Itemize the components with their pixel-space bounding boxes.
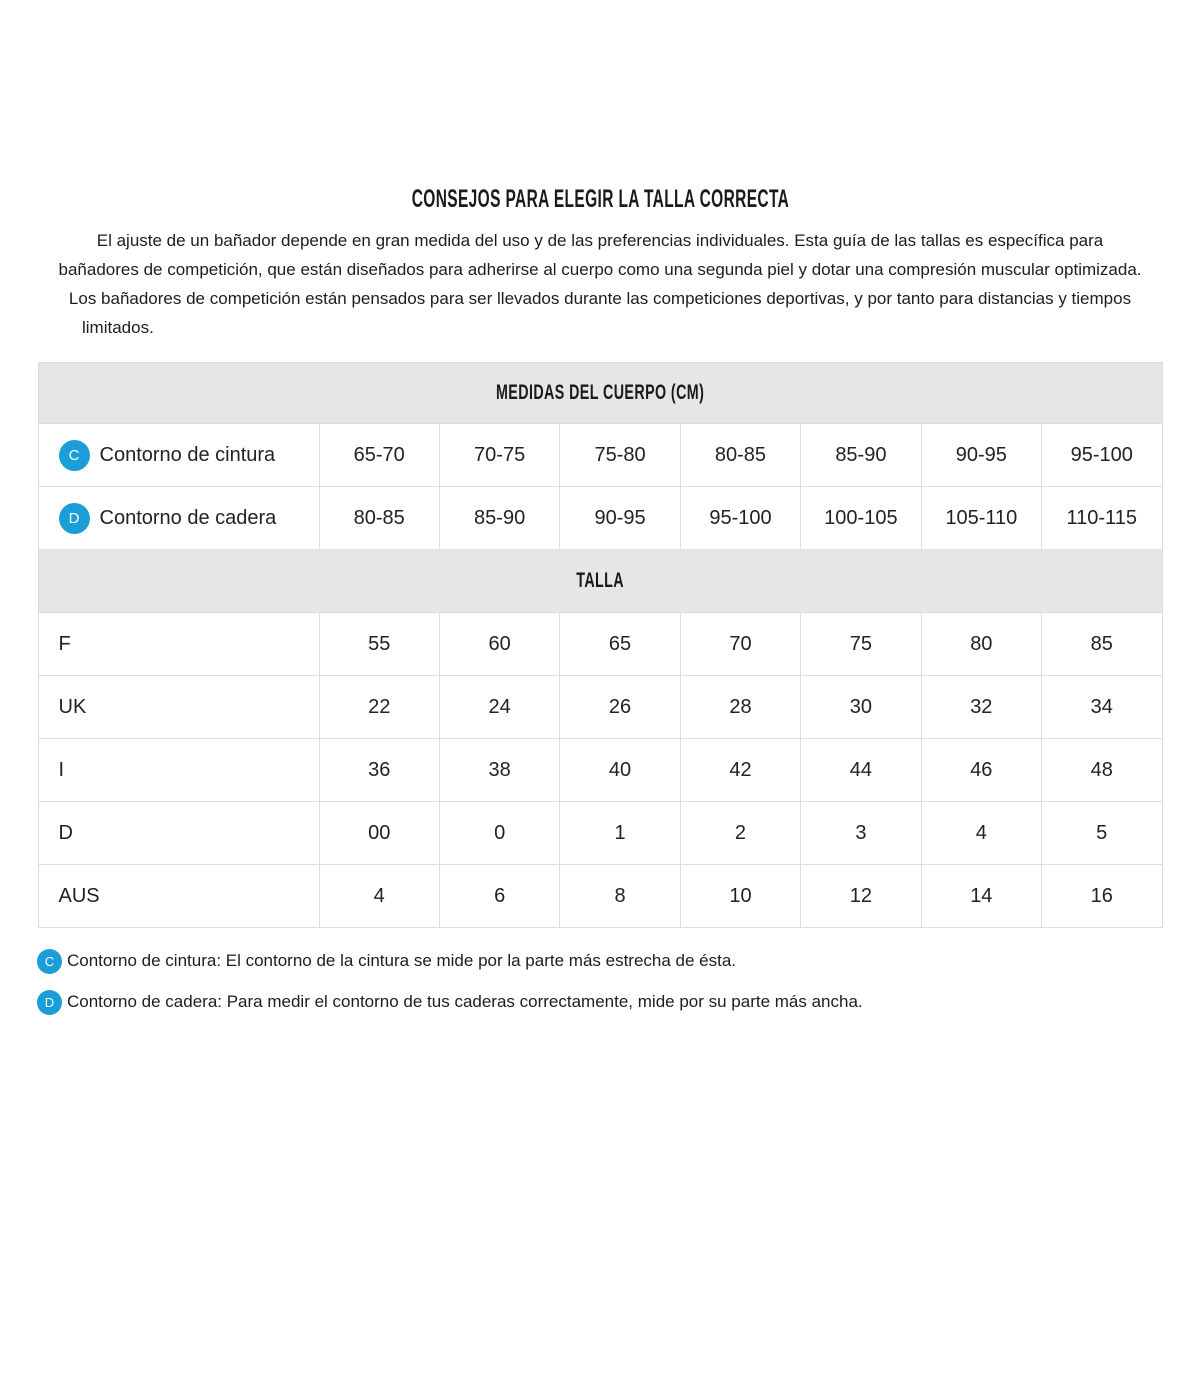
row-label: I (58, 758, 65, 781)
size-value-cell: 40 (559, 739, 679, 801)
row-label: Contorno de cintura (99, 443, 276, 466)
size-value-cell: 38 (439, 739, 559, 801)
intro-line: El ajuste de un bañador depende en gran medida del uso y de las preferencias individuales. Esta guía de las tallas es específica para (96, 231, 1104, 250)
note-item (37, 948, 1200, 974)
size-value-cell: 0 (439, 802, 559, 864)
size-value-cell: 80 (921, 613, 1041, 675)
table-row (39, 801, 1162, 864)
table-header-measures-label: MEDIDAS DEL CUERPO (CM) (495, 381, 705, 404)
intro-line: bañadores de competición, que están diseñados para adherirse al cuerpo como una segunda piel y dotar una compresión muscular optimizada. (58, 260, 1142, 279)
size-value-cell: 90-95 (921, 424, 1041, 486)
title-wrap (0, 186, 1200, 212)
size-value-cell: 55 (319, 613, 439, 675)
size-value-cell: 10 (680, 865, 800, 927)
size-value-cell: 00 (319, 802, 439, 864)
size-guide-page (0, 186, 1200, 1386)
table-row (39, 738, 1162, 801)
size-value-cell: 75 (800, 613, 920, 675)
size-value-cell: 90-95 (559, 487, 679, 549)
size-value-cell: 5 (1041, 802, 1161, 864)
note-text: Contorno de cadera: Para medir el contorno de tus caderas correctamente, mide por su parte más ancha. (67, 992, 863, 1011)
page-title: CONSEJOS PARA ELEGIR LA TALLA CORRECTA (411, 185, 789, 213)
row-label: UK (58, 695, 87, 718)
size-value-cell: 85-90 (800, 424, 920, 486)
row-label-cell (39, 424, 319, 486)
intro-paragraph (32, 226, 1168, 342)
table-row (39, 864, 1162, 927)
size-rows-group (39, 612, 1162, 927)
row-label: Contorno de cadera (99, 506, 277, 529)
hip-badge: D (37, 990, 62, 1015)
size-value-cell: 85 (1041, 613, 1161, 675)
size-value-cell: 32 (921, 676, 1041, 738)
intro-line: Los bañadores de competición están pensados para ser llevados durante las competiciones deportivas, y por tanto para distancias y tiempos (68, 289, 1132, 308)
size-value-cell: 44 (800, 739, 920, 801)
size-value-cell: 22 (319, 676, 439, 738)
table-row (39, 675, 1162, 738)
row-label-cell (39, 613, 319, 675)
size-value-cell: 48 (1041, 739, 1161, 801)
size-value-cell: 65 (559, 613, 679, 675)
size-value-cell: 95-100 (1041, 424, 1161, 486)
size-value-cell: 36 (319, 739, 439, 801)
size-value-cell: 85-90 (439, 487, 559, 549)
size-value-cell: 95-100 (680, 487, 800, 549)
table-row (39, 612, 1162, 675)
table-header-measures (39, 363, 1162, 423)
row-label-cell (39, 739, 319, 801)
size-value-cell: 14 (921, 865, 1041, 927)
size-value-cell: 3 (800, 802, 920, 864)
size-value-cell: 75-80 (559, 424, 679, 486)
measure-badge: D (59, 503, 90, 534)
row-label: F (58, 632, 71, 655)
note-item (37, 989, 1200, 1015)
size-value-cell: 65-70 (319, 424, 439, 486)
size-value-cell: 2 (680, 802, 800, 864)
size-value-cell: 100-105 (800, 487, 920, 549)
size-table (38, 362, 1163, 928)
size-value-cell: 105-110 (921, 487, 1041, 549)
size-value-cell: 70 (680, 613, 800, 675)
size-value-cell: 60 (439, 613, 559, 675)
measure-badge: C (59, 440, 90, 471)
size-value-cell: 6 (439, 865, 559, 927)
size-value-cell: 8 (559, 865, 679, 927)
table-header-sizes (39, 549, 1162, 612)
table-row (39, 486, 1162, 549)
size-value-cell: 70-75 (439, 424, 559, 486)
row-label: AUS (58, 884, 100, 907)
row-label-cell (39, 676, 319, 738)
size-value-cell: 1 (559, 802, 679, 864)
table-row (39, 423, 1162, 486)
size-value-cell: 4 (319, 865, 439, 927)
footnotes (37, 948, 1200, 1015)
row-label-cell (39, 802, 319, 864)
size-value-cell: 42 (680, 739, 800, 801)
size-value-cell: 16 (1041, 865, 1161, 927)
row-label-cell (39, 865, 319, 927)
size-value-cell: 26 (559, 676, 679, 738)
size-value-cell: 110-115 (1041, 487, 1161, 549)
table-header-sizes-label: TALLA (576, 568, 624, 592)
size-value-cell: 12 (800, 865, 920, 927)
size-value-cell: 80-85 (680, 424, 800, 486)
row-label-cell (39, 487, 319, 549)
note-text: Contorno de cintura: El contorno de la cintura se mide por la parte más estrecha de ésta. (67, 951, 737, 970)
size-value-cell: 30 (800, 676, 920, 738)
size-value-cell: 46 (921, 739, 1041, 801)
size-value-cell: 80-85 (319, 487, 439, 549)
row-label: D (58, 821, 73, 844)
measure-rows-group (39, 423, 1162, 549)
size-value-cell: 28 (680, 676, 800, 738)
waist-badge: C (37, 949, 62, 974)
size-value-cell: 24 (439, 676, 559, 738)
intro-line: limitados. (82, 318, 154, 337)
size-value-cell: 4 (921, 802, 1041, 864)
size-value-cell: 34 (1041, 676, 1161, 738)
